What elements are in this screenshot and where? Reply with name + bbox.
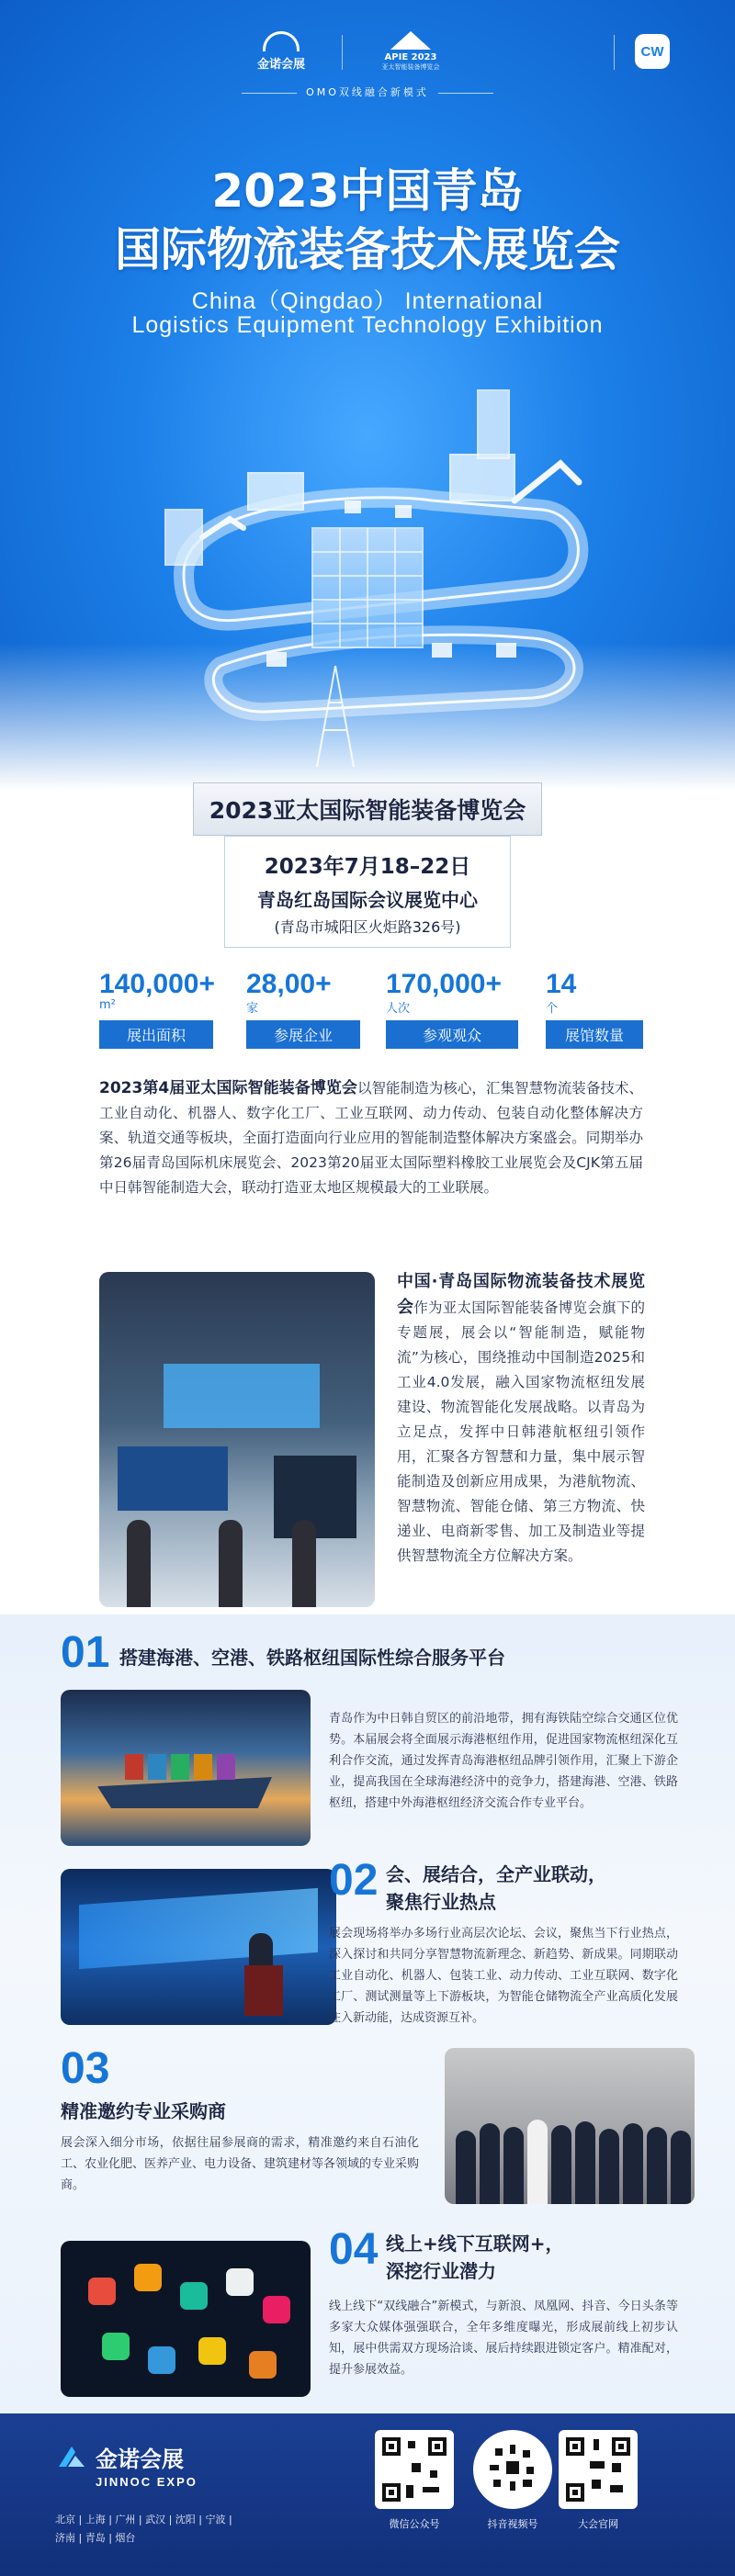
section-number-04: 04 xyxy=(329,2225,379,2274)
cw-logo: CW xyxy=(632,26,673,77)
footer xyxy=(0,2413,735,2576)
apie-logo: APIE 2023 亚太智能装备博览会 xyxy=(360,26,461,77)
logo-row xyxy=(0,26,735,81)
triangle-icon xyxy=(390,31,431,50)
expo-address: (青岛市城阳区火炬路326号) xyxy=(274,918,461,936)
section-body-04: 线上线下“双线融合”新模式，与新浪、凤凰网、抖音、今日头条等多家大众媒体强强联合，全年多维度曝光，形成展前线上初步认知，展中供需双方现场洽谈、展后持续跟进锁定客户。精准配对，提升参展效益。 xyxy=(329,2300,678,2377)
arch-icon xyxy=(263,31,300,51)
port-photo xyxy=(61,1690,311,1846)
footer-cities: 北京 | 上海 | 广州 | 武汉 | 沈阳 | 宁波 | 济南 | 青岛 | 烟台 xyxy=(55,2514,232,2544)
omo-tagline: OMO双线融合新模式 xyxy=(0,84,735,99)
qr-website[interactable]: 大会官网 xyxy=(559,2430,638,2531)
china-paragraph: 中国·青岛国际物流装备技术展览会作为亚太国际智能装备博览会旗下的专题展，展会以“智能制造，赋能物流”为核心，围绕推动中国制造2025和工业4.0发展，融入国家物流枢纽发展建设、物流智能化发展战略。以青岛为立足点，发挥中日韩港航枢纽引领作用，汇聚各方智慧和力量，集中展示智能制造及创新应用成果，为港航物流、智慧物流、智能仓储、第三方物流、快递业、电商新零售、加工及制造业等提供智慧物流全方位解决方案。 xyxy=(397,1272,645,1564)
section-number-01: 01 xyxy=(61,1628,110,1677)
title-line-1: 2023中国青岛 xyxy=(211,164,524,218)
expo-banner: 2023亚太国际智能装备博览会 xyxy=(193,782,542,836)
hero-banner xyxy=(0,0,735,790)
qr-code-icon xyxy=(559,2430,638,2509)
stat-halls: 14 个 展馆数量 xyxy=(546,969,643,1049)
stat-exhibitors: 28,00+ 家 参展企业 xyxy=(246,969,360,1049)
section-number-02: 02 xyxy=(329,1856,379,1905)
qr-code-icon xyxy=(473,2430,552,2509)
divider xyxy=(342,35,343,70)
forum-photo xyxy=(61,1869,336,2025)
hero-fade xyxy=(0,643,735,790)
title-line-2: 国际物流装备技术展览会 xyxy=(115,223,620,276)
qr-douyin[interactable]: 抖音视频号 xyxy=(473,2430,552,2531)
section-title-03: 精准邀约专业采购商 xyxy=(61,2100,226,2122)
date-venue-box xyxy=(224,836,511,948)
section-number-03: 03 xyxy=(61,2044,110,2093)
qr-code-icon xyxy=(375,2430,454,2509)
jinnuo-logo-icon xyxy=(55,2443,88,2472)
stat-visitors: 170,000+ 人次 参观观众 xyxy=(386,969,518,1049)
exhibition-hall-photo xyxy=(99,1272,375,1607)
section-title-02: 会、展结合，全产业联动， 聚焦行业热点 xyxy=(386,1863,606,1913)
stats-row xyxy=(0,969,735,1061)
section-title-04: 线上+线下互联网+， 深挖行业潜力 xyxy=(386,2233,564,2282)
media-apps-photo xyxy=(61,2241,311,2397)
section-body-03: 展会深入细分市场，依据往届参展商的需求，精准邀约来自石油化工、农业化肥、医养产业、电力设备、建筑建材等各领域的专业采购商。 xyxy=(61,2136,420,2192)
section-body-02: 展会现场将举办多场行业高层次论坛、会议，聚焦当下行业热点，深入探讨和共同分享智慧物流新理念、新趋势、新成果。同期联动工业自动化、机器人、包装工业、动力传动、工业互联网、数字化工厂、测试测量等上下游板块，为智能仓储物流全产业高质化发展注入新动能，达成资源互补。 xyxy=(329,1927,678,2025)
divider xyxy=(614,35,615,70)
jinnuo-logo: 金诺会展 xyxy=(241,26,322,77)
section-body-01: 青岛作为中日韩自贸区的前沿地带，拥有海铁陆空综合交通区位优势。本届展会将全面展示海港枢纽作用，促进国家物流枢纽深化互利合作交流，通过发挥青岛海港枢纽品牌引领作用，汇聚上下游企业，提高我国在全球海港经济中的竞争力，搭建海港、空港、铁路枢纽，搭建中外海港枢纽经济交流合作专业平台。 xyxy=(329,1712,678,1810)
stat-area: 140,000+ m² 展出面积 xyxy=(99,969,213,1049)
section-title-01: 搭建海港、空港、铁路枢纽国际性综合服务平台 xyxy=(119,1647,505,1669)
expo-date: 2023年7月18–22日 xyxy=(264,855,471,879)
intro-paragraph: 2023第4届亚太国际智能装备博览会以智能制造为核心，汇集智慧物流装备技术、工业自动化、机器人、数字化工厂、工业互联网、动力传动、包装自动化整体解决方案、轨道交通等板块，全面打造面向行业应用的智能制造整体解决方案盛会。同期举办第26届青岛国际机床展览会、2023第20届亚太国际塑料橡胶工业展览会及CJK第五届中日韩智能制造大会，联动打造亚太地区规模最大的工业联展。 xyxy=(99,1079,643,1196)
buyers-group-photo xyxy=(445,2048,695,2204)
footer-brand: 金诺会展 JINNOC EXPO xyxy=(55,2441,198,2489)
title-en-line-2: Logistics Equipment Technology Exhibition xyxy=(131,312,604,338)
title-en-line-1: China（Qingdao） International xyxy=(191,288,544,314)
expo-venue: 青岛红岛国际会议展览中心 xyxy=(257,889,478,911)
qr-wechat[interactable]: 微信公众号 xyxy=(375,2430,454,2531)
